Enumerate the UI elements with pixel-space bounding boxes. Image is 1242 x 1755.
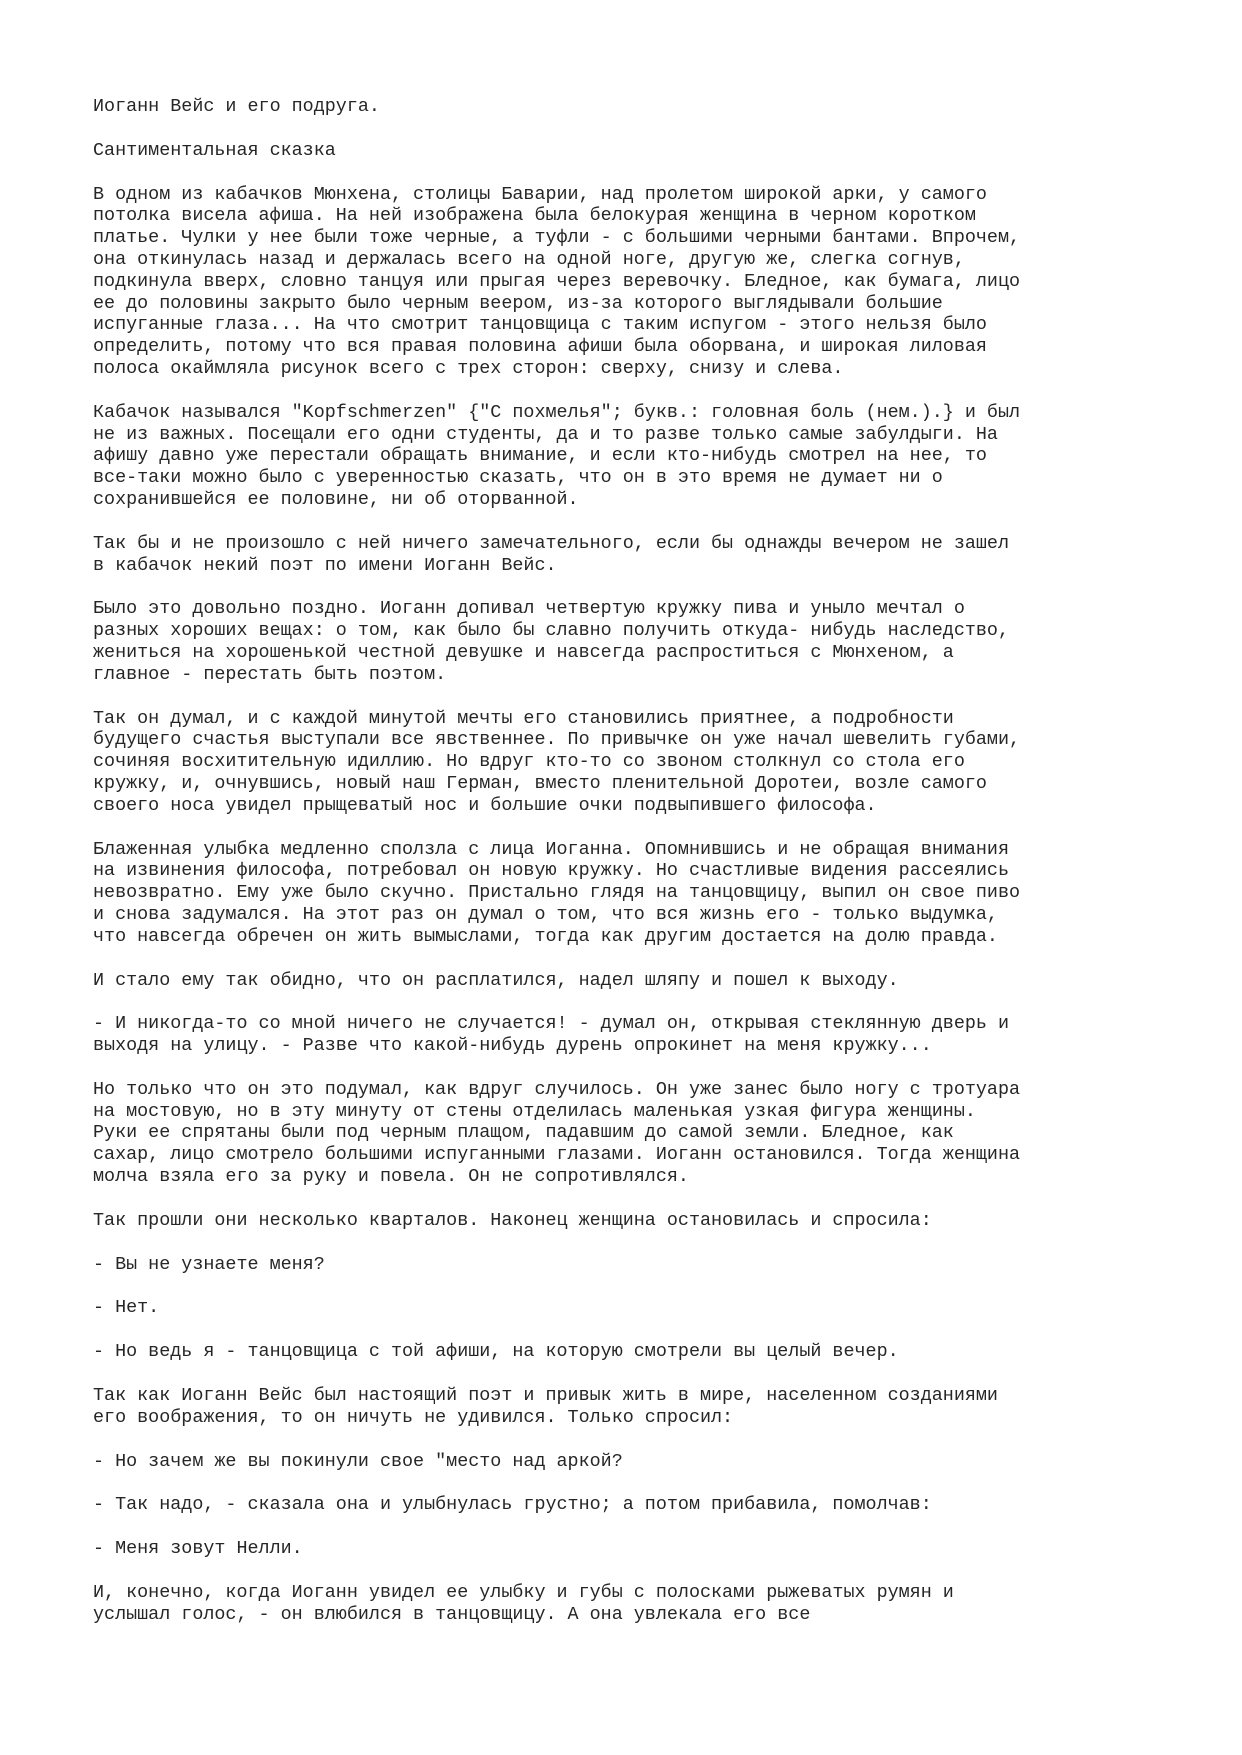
text-line: ее до половины закрыто было черным веером, из-за которого выглядывали большие (93, 292, 943, 314)
paragraph (93, 970, 1173, 992)
text-line: кружку, и, очнувшись, новый наш Герман, вместо пленительной Доротеи, возле самого (93, 772, 987, 794)
text-line: все-таки можно было с уверенностью сказать, что он в это время не думает ни о (93, 467, 943, 489)
text-line: и снова задумался. На этот раз он думал о том, что вся жизнь его - только выдумка, (93, 903, 998, 925)
text-line: выходя на улицу. - Разве что какой-нибудь дурень опрокинет на меня кружку... (93, 1035, 932, 1057)
text-line: услышал голос, - он влюбился в танцовщицу. А она увлекала его все (93, 1603, 811, 1625)
text-line: главное - перестать быть поэтом. (93, 663, 447, 685)
story-body (93, 184, 1173, 1626)
text-line: - Меня зовут Нелли. (93, 1538, 303, 1560)
paragraph (93, 1297, 1173, 1319)
text-line: - Так надо, - сказала она и улыбнулась грустно; а потом прибавила, помолчав: (93, 1494, 932, 1516)
text-line: испуганные глаза... На что смотрит танцовщица с таким испугом - этого нельзя было (93, 314, 987, 336)
text-line: подкинула вверх, словно танцуя или прыгая через веревочку. Бледное, как бумага, лицо (93, 270, 1021, 292)
text-line: полоса окаймляла рисунок всего с трех сторон: сверху, снизу и слева. (93, 357, 844, 379)
paragraph (93, 1582, 1173, 1626)
text-line: жениться на хорошенькой честной девушке и навсегда распроститься с Мюнхеном, а (93, 641, 954, 663)
paragraph (93, 533, 1173, 577)
text-line: будущего счастья выступали все явственнее. По привычке он уже начал шевелить губами, (93, 729, 1021, 751)
text-line: молча взяла его за руку и повела. Он не сопротивлялся. (93, 1166, 689, 1188)
paragraph (93, 708, 1173, 817)
text-line: Было это довольно поздно. Иоганн допивал четвертую кружку пива и уныло мечтал о (93, 598, 965, 620)
text-line: Блаженная улыбка медленно сползла с лица Иоганна. Опомнившись и не обращая внимания (93, 838, 1010, 860)
paragraph (93, 1538, 1173, 1560)
document-title: Иоганн Вейс и его подруга. (93, 96, 380, 117)
paragraph (93, 598, 1173, 685)
text-line: В одном из кабачков Мюнхена, столицы Баварии, над пролетом широкой арки, у самого (93, 183, 987, 205)
text-line: невозвратно. Ему уже было скучно. Пристально глядя на танцовщицу, выпил он свое пиво (93, 882, 1021, 904)
paragraph (93, 184, 1173, 380)
text-line: не из важных. Посещали его одни студенты, да и то разве только самые забулдыги. На (93, 423, 998, 445)
text-line: платье. Чулки у нее были тоже черные, а туфли - с большими черными бантами. Впрочем, (93, 227, 1021, 249)
text-line: на мостовую, но в эту минуту от стены отделилась маленькая узкая фигура женщины. (93, 1100, 976, 1122)
text-line: - Вы не узнаете меня? (93, 1253, 325, 1275)
text-line: Так как Иоганн Вейс был настоящий поэт и привык жить в мире, населенном созданиями (93, 1385, 998, 1407)
paragraph (93, 1451, 1173, 1473)
text-line: Руки ее спрятаны были под черным плащом, падавшим до самой земли. Бледное, как (93, 1122, 954, 1144)
paragraph (93, 1013, 1173, 1057)
text-line: афишу давно уже перестали обращать внимание, и если кто-нибудь смотрел на нее, то (93, 445, 987, 467)
text-line: - Но зачем же вы покинули свое "место над аркой? (93, 1450, 623, 1472)
text-line: на извинения философа, потребовал он новую кружку. Но счастливые видения рассеялись (93, 860, 1010, 882)
text-line: Так он думал, и с каждой минутой мечты его становились приятнее, а подробности (93, 707, 954, 729)
text-line: Но только что он это подумал, как вдруг случилось. Он уже занес было ногу с тротуара (93, 1078, 1021, 1100)
paragraph (93, 1254, 1173, 1276)
text-line: в кабачок некий поэт по имени Иоганн Вейс. (93, 554, 557, 576)
text-line: разных хороших вещах: о том, как было бы славно получить откуда- нибудь наследство, (93, 620, 1010, 642)
text-line: Кабачок назывался "Kopfschmerzen" {"С похмелья"; букв.: головная боль (нем.).} и был (93, 401, 1021, 423)
text-line: И, конечно, когда Иоганн увидел ее улыбку и губы с полосками рыжеватых румян и (93, 1582, 954, 1604)
text-line: сохранившейся ее половине, ни об оторванной. (93, 488, 579, 510)
paragraph (93, 1494, 1173, 1516)
document-page (93, 96, 1173, 1648)
text-line: - Но ведь я - танцовщица с той афиши, на которую смотрели вы целый вечер. (93, 1341, 899, 1363)
paragraph (93, 1385, 1173, 1429)
document-subtitle: Сантиментальная сказка (93, 139, 336, 161)
text-line: определить, потому что вся правая половина афиши была оборвана, и широкая лиловая (93, 336, 987, 358)
text-line: - Нет. (93, 1297, 160, 1319)
text-line: И стало ему так обидно, что он расплатился, надел шляпу и пошел к выходу. (93, 969, 899, 991)
paragraph (93, 1341, 1173, 1363)
text-line: Так прошли они несколько кварталов. Наконец женщина остановилась и спросила: (93, 1209, 932, 1231)
paragraph (93, 1210, 1173, 1232)
text-line: что навсегда обречен он жить вымыслами, тогда как другим достается на долю правда. (93, 925, 998, 947)
text-line: своего носа увидел прыщеватый нос и большие очки подвыпившего философа. (93, 794, 877, 816)
text-line: потолка висела афиша. На ней изображена была белокурая женщина в черном коротком (93, 205, 976, 227)
paragraph (93, 402, 1173, 511)
text-line: - И никогда-то со мной ничего не случается! - думал он, открывая стеклянную дверь и (93, 1013, 1010, 1035)
paragraph (93, 839, 1173, 948)
text-line: его воображения, то он ничуть не удивился. Только спросил: (93, 1406, 734, 1428)
text-line: она откинулась назад и держалась всего на одной ноге, другую же, слегка согнув, (93, 248, 965, 270)
text-line: сочиняя восхитительную идиллию. Но вдруг кто-то со звоном столкнул со стола его (93, 751, 965, 773)
text-line: сахар, лицо смотрело большими испуганными глазами. Иоганн остановился. Тогда женщина (93, 1144, 1021, 1166)
paragraph (93, 1079, 1173, 1188)
text-line: Так бы и не произошло с ней ничего замечательного, если бы однажды вечером не зашел (93, 532, 1010, 554)
